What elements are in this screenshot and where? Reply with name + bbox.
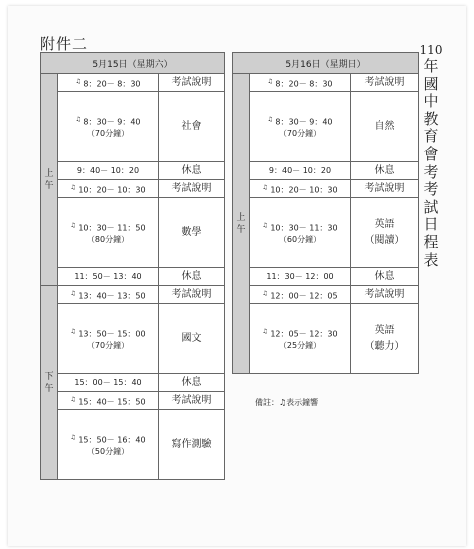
- day1-row-2-time: 9：40－ 10：20: [58, 162, 159, 180]
- day1-row-5-subject: 休息: [159, 268, 225, 286]
- day1-row-0-subject: 考試說明: [159, 74, 225, 92]
- bell-icon: ♫: [70, 289, 76, 297]
- day1-row-4-time: ♫ 10：30－ 11：50 （80分鐘）: [58, 198, 159, 268]
- title-char: 國: [423, 74, 439, 93]
- title-char: 程: [423, 232, 439, 251]
- day2-row-4-time: ♫ 10：30－ 11：30 （60分鐘）: [250, 198, 351, 268]
- bell-icon: ♫: [70, 434, 76, 442]
- bell-icon: ♫: [267, 116, 273, 124]
- day2-row-6-subject: 考試說明: [351, 286, 419, 304]
- day1-row-0-time: ♫ 8：20－ 8：30: [58, 74, 159, 92]
- day2-row-1-subject: 自然: [351, 92, 419, 162]
- day2-row-2-subject: 休息: [351, 162, 419, 180]
- day1-morning-label: 上 午: [41, 74, 58, 286]
- schedule-table-day1: [40, 52, 225, 480]
- day1-row-6-time: ♫ 13：40－ 13：50: [58, 286, 159, 304]
- bell-icon: ♫: [75, 116, 81, 124]
- day1-row-3-subject: 考試說明: [159, 180, 225, 198]
- day1-row-10-subject: 寫作測驗: [159, 410, 225, 480]
- day1-afternoon-label: 下 午: [41, 286, 58, 480]
- title-char: 考: [423, 162, 439, 181]
- bell-note: 備註：♫表示鐘響: [255, 398, 319, 407]
- day1-row-7-time: ♫ 13：50－ 15：00 （70分鐘）: [58, 304, 159, 374]
- day2-row-3-time: ♫ 10：20－ 10：30: [250, 180, 351, 198]
- day1-row-1-time: ♫ 8：30－ 9：40 （70分鐘）: [58, 92, 159, 162]
- day1-row-5-time: 11：50－ 13：40: [58, 268, 159, 286]
- bell-icon: ♫: [262, 289, 268, 297]
- day1-row-2-subject: 休息: [159, 162, 225, 180]
- bell-icon: ♫: [267, 77, 273, 85]
- day2-row-6-time: ♫ 12：00－ 12：05: [250, 286, 351, 304]
- day1-row-4-subject: 數學: [159, 198, 225, 268]
- day2-row-7-time: ♫ 12：05－ 12：30 （25分鐘）: [250, 304, 351, 374]
- day2-row-4-subject: 英語 （閱讀）: [351, 198, 419, 268]
- day1-row-7-subject: 國文: [159, 304, 225, 374]
- day2-row-2-time: 9：40－ 10：20: [250, 162, 351, 180]
- title-char: 日: [423, 215, 439, 234]
- day1-row-9-subject: 考試說明: [159, 392, 225, 410]
- bell-icon: ♫: [279, 398, 287, 407]
- day2-row-1-time: ♫ 8：30－ 9：40 （70分鐘）: [250, 92, 351, 162]
- title-char: 試: [423, 197, 439, 216]
- title-char: 年: [423, 57, 439, 75]
- vertical-title: [419, 42, 443, 269]
- title-year: 110: [419, 43, 443, 57]
- day2-morning-label: 上 午: [233, 74, 250, 374]
- day1-header: 5月15日（星期六）: [41, 53, 225, 74]
- day1-row-9-time: ♫ 15：40－ 15：50: [58, 392, 159, 410]
- schedule-table-day2: [232, 52, 419, 374]
- title-char: 考: [423, 180, 439, 199]
- attachment-label: 附件二: [40, 35, 89, 53]
- day1-row-8-subject: 休息: [159, 374, 225, 392]
- day1-row-8-time: 15：00－ 15：40: [58, 374, 159, 392]
- day2-row-0-subject: 考試說明: [351, 74, 419, 92]
- bell-icon: ♫: [70, 183, 76, 191]
- day2-row-3-subject: 考試說明: [351, 180, 419, 198]
- day2-row-5-time: 11：30－ 12：00: [250, 268, 351, 286]
- bell-icon: ♫: [262, 328, 268, 336]
- bell-icon: ♫: [70, 395, 76, 403]
- day2-row-7-subject: 英語 （聽力）: [351, 304, 419, 374]
- day1-row-1-subject: 社會: [159, 92, 225, 162]
- title-char: 育: [423, 127, 439, 146]
- day2-header: 5月16日（星期日）: [233, 53, 419, 74]
- title-char: 會: [423, 144, 439, 163]
- title-char: 教: [423, 109, 439, 128]
- day1-row-3-time: ♫ 10：20－ 10：30: [58, 180, 159, 198]
- title-char: 表: [423, 250, 439, 269]
- bell-icon: ♫: [75, 77, 81, 85]
- bell-icon: ♫: [262, 183, 268, 191]
- day1-row-6-subject: 考試說明: [159, 286, 225, 304]
- bell-icon: ♫: [262, 222, 268, 230]
- day2-row-0-time: ♫ 8：20－ 8：30: [250, 74, 351, 92]
- day2-row-5-subject: 休息: [351, 268, 419, 286]
- day1-row-10-time: ♫ 15：50－ 16：40 （50分鐘）: [58, 410, 159, 480]
- bell-icon: ♫: [70, 328, 76, 336]
- title-char: 中: [423, 92, 439, 111]
- bell-icon: ♫: [70, 222, 76, 230]
